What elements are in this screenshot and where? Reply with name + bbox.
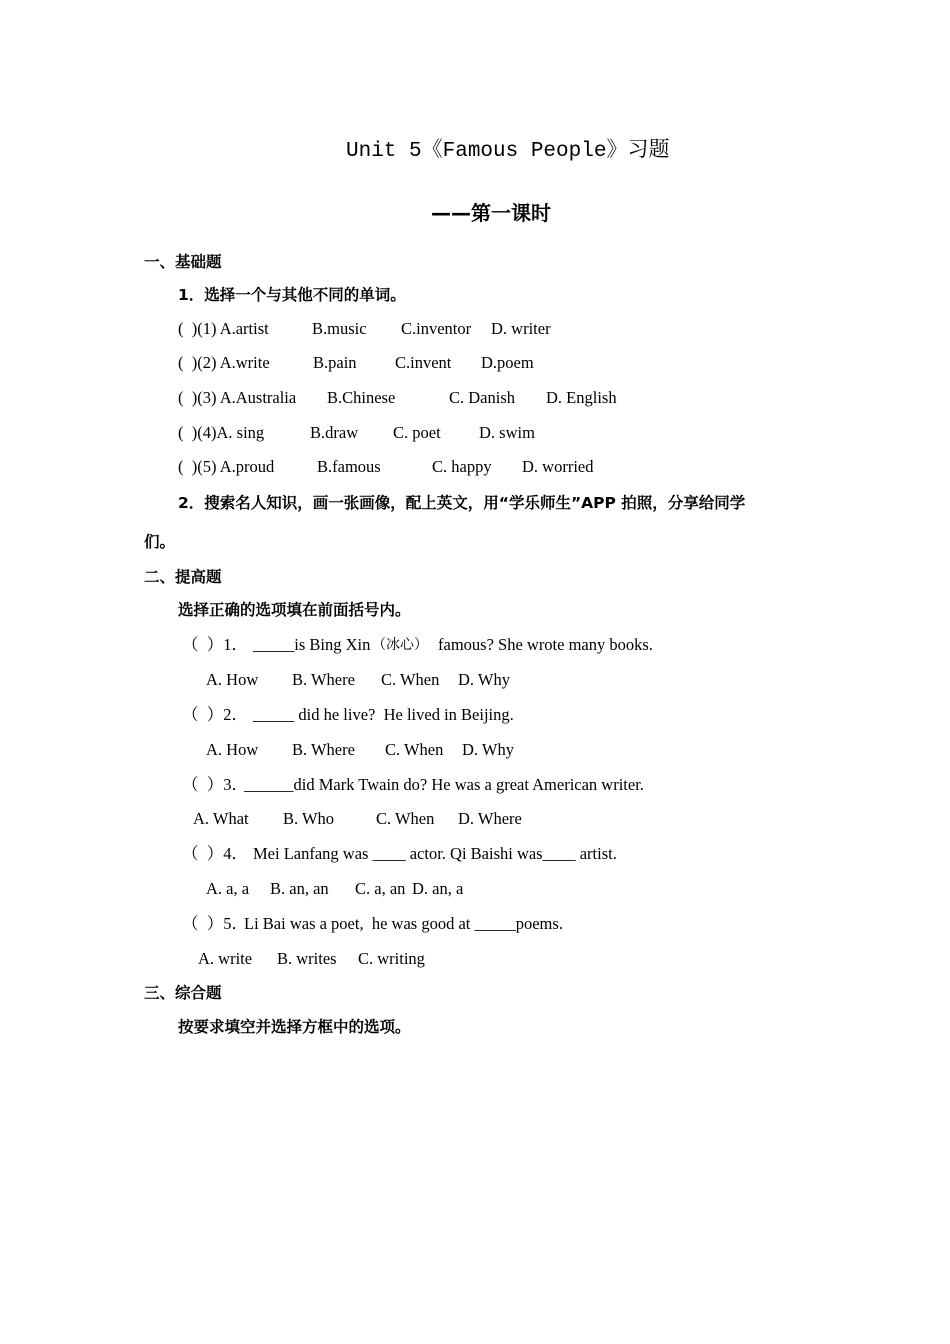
mc-option-3a: A. What [193, 809, 249, 828]
mc-question-2-stem: _____ did he live? He lived in Beijing. [253, 705, 514, 724]
section2-instruction: 选择正确的选项填在前面括号内。 [178, 601, 411, 619]
q1-item-3-d: D. English [546, 388, 617, 407]
mc-question-1-prefix: （ ）1． [182, 635, 248, 654]
section3-instruction: 按要求填空并选择方框中的选项。 [178, 1018, 411, 1036]
mc-question-5-stem: Li Bai was a poet, he was good at _____poems. [244, 914, 563, 933]
section3-heading: 三、综合题 [144, 984, 222, 1002]
q1-item-2-c: C.invent [395, 353, 452, 372]
mc-question-2-prefix: （ ）2． [182, 705, 248, 724]
q1-instruction: 1．选择一个与其他不同的单词。 [178, 286, 406, 304]
mc-option-1b: B. Where [292, 670, 355, 689]
mc-option-5c: C. writing [358, 949, 425, 968]
mc-question-1-stem-b: famous? She wrote many books. [438, 635, 653, 654]
mc-question-1-stem-cn: （冰心） [372, 637, 428, 653]
q1-item-1-a: ( )(1) A.artist [178, 319, 269, 338]
section1-heading: 一、基础题 [144, 253, 222, 271]
mc-question-3-prefix: （ ）3． [182, 775, 248, 794]
q1-item-1-b: B.music [312, 319, 367, 338]
page-subtitle: ——第一课时 [431, 201, 551, 225]
mc-option-2c: C. When [385, 740, 444, 759]
q1-item-4-a: ( )(4)A. sing [178, 423, 265, 442]
mc-option-5b: B. writes [277, 949, 337, 968]
q2-line2: 们。 [144, 533, 176, 551]
q2-line1: 2．搜索名人知识，画一张画像，配上英文，用“学乐师生”APP 拍照，分享给同学 [178, 494, 746, 512]
mc-option-4b: B. an, an [270, 879, 329, 898]
mc-question-4-prefix: （ ）4． [182, 844, 248, 863]
page-title: Unit 5《Famous People》习题 [346, 140, 670, 163]
mc-question-4-stem: Mei Lanfang was ____ actor. Qi Baishi was____ artist. [253, 844, 617, 863]
q1-item-1-c: C.inventor [401, 319, 472, 338]
mc-option-3c: C. When [376, 809, 435, 828]
mc-option-5a: A. write [198, 949, 253, 968]
q1-item-5-b: B.famous [317, 457, 381, 476]
q1-item-2-b: B.pain [313, 353, 357, 372]
q1-item-5-d: D. worried [522, 457, 594, 476]
q1-item-4-b: B.draw [310, 423, 359, 442]
q1-item-2-d: D.poem [481, 353, 534, 372]
q1-item-3-a: ( )(3) A.Australia [178, 388, 297, 407]
q1-item-5-c: C. happy [432, 457, 492, 476]
section2-heading: 二、提高题 [144, 568, 222, 586]
q1-item-2-a: ( )(2) A.write [178, 353, 270, 372]
q1-item-3-c: C. Danish [449, 388, 515, 407]
mc-option-1c: C. When [381, 670, 440, 689]
q1-item-5-a: ( )(5) A.proud [178, 457, 275, 476]
mc-option-4d: D. an, a [412, 879, 464, 898]
mc-option-2b: B. Where [292, 740, 355, 759]
mc-option-4c: C. a, an [355, 879, 406, 898]
mc-question-1-stem-a: _____is Bing Xin [253, 635, 371, 654]
q1-item-4-d: D. swim [479, 423, 535, 442]
mc-option-1d: D. Why [458, 670, 510, 689]
mc-option-2d: D. Why [462, 740, 514, 759]
mc-option-3d: D. Where [458, 809, 522, 828]
mc-option-2a: A. How [206, 740, 259, 759]
q1-item-4-c: C. poet [393, 423, 441, 442]
mc-option-4a: A. a, a [206, 879, 250, 898]
q1-item-3-b: B.Chinese [327, 388, 396, 407]
q1-item-1-d: D. writer [491, 319, 551, 338]
mc-question-3-stem: ______did Mark Twain do? He was a great American writer. [244, 775, 644, 794]
mc-option-3b: B. Who [283, 809, 335, 828]
mc-option-1a: A. How [206, 670, 259, 689]
mc-question-5-prefix: （ ）5． [182, 914, 248, 933]
